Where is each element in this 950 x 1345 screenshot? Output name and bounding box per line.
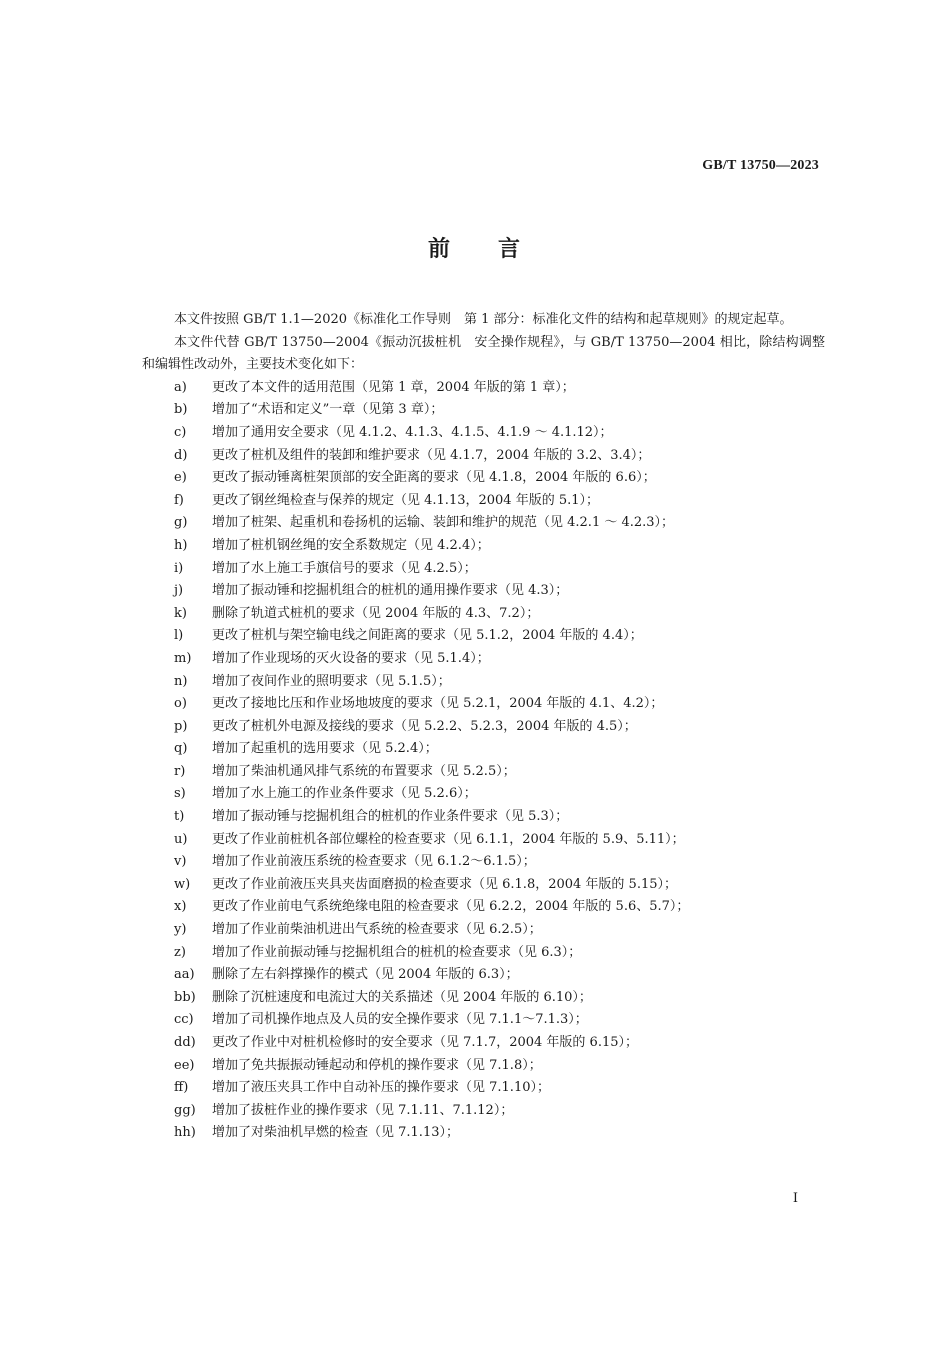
- list-item-label: i): [174, 560, 184, 576]
- list-item: [174, 874, 825, 897]
- list-item: [174, 964, 825, 987]
- list-item-text: 增加了“术语和定义”一章（见第 3 章）；: [212, 402, 444, 418]
- list-item-text: 增加了司机操作地点及人员的安全操作要求（见 7.1.1～7.1.3）；: [212, 1012, 588, 1028]
- list-item-label: u): [174, 831, 188, 847]
- list-item-text: 增加了水上施工手旗信号的要求（见 4.2.5）；: [212, 560, 477, 576]
- list-item: [174, 422, 825, 445]
- list-item-label: v): [174, 854, 187, 870]
- preface-body: [142, 309, 825, 1145]
- list-item: [174, 716, 825, 739]
- list-item: [174, 693, 825, 716]
- list-item: [174, 1077, 825, 1100]
- list-item: [174, 1032, 825, 1055]
- list-item-label: cc): [174, 1012, 194, 1028]
- list-item: [174, 829, 825, 852]
- list-item-label: s): [174, 786, 186, 802]
- list-item-text: 更改了接地比压和作业场地坡度的要求（见 5.2.1，2004 年版的 4.1、4.2）；: [212, 696, 664, 712]
- list-item: [174, 603, 825, 626]
- list-item-text: 增加了作业现场的灭火设备的要求（见 5.1.4）；: [212, 650, 490, 666]
- list-item-label: t): [174, 809, 185, 825]
- list-item: [174, 851, 825, 874]
- list-item-label: w): [174, 876, 191, 892]
- list-item-label: p): [174, 718, 188, 734]
- paragraph-replacement: 本文件代替 GB/T 13750—2004《振动沉拔桩机 安全操作规程》，与 GB/T 13750—2004 相比，除结构调整和编辑性改动外，主要技术变化如下：: [142, 334, 825, 373]
- list-item: [174, 738, 825, 761]
- list-item-label: o): [174, 696, 187, 712]
- list-item: [174, 648, 825, 671]
- list-item: [174, 377, 825, 400]
- list-item: [174, 896, 825, 919]
- list-item: [174, 806, 825, 829]
- page-number: I: [792, 1191, 798, 1206]
- list-item-text: 增加了拔桩作业的操作要求（见 7.1.11、7.1.12）；: [212, 1102, 514, 1118]
- list-item-text: 增加了桩机钢丝绳的安全系数规定（见 4.2.4）；: [212, 537, 490, 553]
- list-item: [174, 535, 825, 558]
- list-item: [174, 625, 825, 648]
- list-item: [174, 1055, 825, 1078]
- list-item-label: hh): [174, 1125, 196, 1141]
- list-item: [174, 783, 825, 806]
- list-item-label: a): [174, 379, 187, 395]
- list-item-label: ee): [174, 1057, 195, 1073]
- list-item-text: 更改了桩机及组件的装卸和维护要求（见 4.1.7，2004 年版的 3.2、3.4）；: [212, 447, 651, 463]
- list-item-label: r): [174, 763, 186, 779]
- list-item: [174, 1100, 825, 1123]
- list-item-text: 更改了本文件的适用范围（见第 1 章，2004 年版的第 1 章）；: [212, 379, 575, 395]
- list-item-text: 删除了沉桩速度和电流过大的关系描述（见 2004 年版的 6.10）；: [212, 989, 592, 1005]
- list-item-text: 增加了免共振振动锤起动和停机的操作要求（见 7.1.8）；: [212, 1057, 542, 1073]
- list-item: [174, 1009, 825, 1032]
- page-title: [0, 232, 950, 263]
- list-item-text: 更改了作业前电气系统绝缘电阻的检查要求（见 6.2.2，2004 年版的 5.6、5.7）；: [212, 899, 690, 915]
- list-item-text: 更改了桩机与架空输电线之间距离的要求（见 5.1.2，2004 年版的 4.4）；: [212, 628, 643, 644]
- list-item-text: 更改了作业前桩机各部位螺栓的检查要求（见 6.1.1，2004 年版的 5.9、5.11）；: [212, 831, 685, 847]
- list-item-text: 增加了桩架、起重机和卷扬机的运输、装卸和维护的规范（见 4.2.1 ～ 4.2.3）；: [212, 515, 675, 531]
- list-item-text: 增加了振动锤与挖掘机组合的桩机的作业条件要求（见 5.3）；: [212, 809, 569, 825]
- paragraph-drafting-rules: 本文件按照 GB/T 1.1—2020《标准化工作导则 第 1 部分：标准化文件的结构和起草规则》的规定起草。: [174, 312, 793, 327]
- list-item-text: 增加了柴油机通风排气系统的布置要求（见 5.2.5）；: [212, 763, 516, 779]
- list-item-label: ff): [174, 1080, 189, 1096]
- list-item: [174, 942, 825, 965]
- list-item-label: g): [174, 515, 188, 531]
- list-item: [174, 580, 825, 603]
- list-item-text: 增加了夜间作业的照明要求（见 5.1.5）；: [212, 673, 451, 689]
- list-item-label: gg): [174, 1102, 196, 1118]
- list-item-label: z): [174, 944, 186, 960]
- list-item-text: 增加了水上施工的作业条件要求（见 5.2.6）；: [212, 786, 477, 802]
- list-item-label: q): [174, 741, 188, 757]
- list-item-label: n): [174, 673, 188, 689]
- list-item-label: aa): [174, 967, 195, 983]
- list-item-label: f): [174, 492, 184, 508]
- list-item: [174, 490, 825, 513]
- list-item-label: k): [174, 605, 187, 621]
- list-item: [174, 761, 825, 784]
- list-item: [174, 399, 825, 422]
- list-item-text: 增加了作业前柴油机进出气系统的检查要求（见 6.2.5）；: [212, 922, 542, 938]
- list-item-label: h): [174, 537, 188, 553]
- title-char-1: 前: [427, 237, 452, 262]
- list-item-text: 更改了作业中对桩机检修时的安全要求（见 7.1.7，2004 年版的 6.15）；: [212, 1035, 639, 1050]
- list-item-text: 删除了左右斜撑操作的模式（见 2004 年版的 6.3）；: [212, 967, 519, 983]
- technical-changes-list: [142, 377, 825, 1145]
- list-item: [174, 1122, 825, 1145]
- document-code: GB/T 13750—2023: [702, 158, 819, 173]
- list-item: [174, 445, 825, 468]
- list-item-label: b): [174, 402, 188, 418]
- list-item-text: 增加了对柴油机早燃的检查（见 7.1.13）；: [212, 1125, 459, 1141]
- list-item: [174, 467, 825, 490]
- list-item-text: 删除了轨道式桩机的要求（见 2004 年版的 4.3、7.2）；: [212, 605, 540, 621]
- list-item-text: 更改了桩机外电源及接线的要求（见 5.2.2、5.2.3，2004 年版的 4.5）；: [212, 718, 637, 734]
- list-item: [174, 919, 825, 942]
- list-item-label: c): [174, 424, 187, 440]
- list-item-text: 增加了液压夹具工作中自动补压的操作要求（见 7.1.10）；: [212, 1080, 550, 1096]
- list-item-text: 增加了振动锤和挖掘机组合的桩机的通用操作要求（见 4.3）；: [212, 583, 569, 599]
- list-item-label: x): [174, 899, 187, 915]
- list-item-label: j): [174, 583, 184, 599]
- list-item: [174, 558, 825, 581]
- list-item-text: 增加了作业前液压系统的检查要求（见 6.1.2～6.1.5）；: [212, 854, 536, 870]
- list-item-label: bb): [174, 989, 196, 1005]
- list-item-text: 增加了作业前振动锤与挖掘机组合的桩机的检查要求（见 6.3）；: [212, 944, 582, 960]
- list-item-text: 更改了钢丝绳检查与保养的规定（见 4.1.13，2004 年版的 5.1）；: [212, 492, 600, 508]
- list-item: [174, 671, 825, 694]
- title-char-2: 言: [498, 237, 523, 262]
- list-item: [174, 987, 825, 1010]
- list-item-label: m): [174, 650, 192, 666]
- list-item-label: y): [174, 922, 187, 938]
- list-item-text: 增加了起重机的选用要求（见 5.2.4）；: [212, 741, 438, 757]
- list-item-text: 更改了振动锤离桩架顶部的安全距离的要求（见 4.1.8，2004 年版的 6.6）；: [212, 470, 656, 486]
- list-item-label: e): [174, 470, 187, 486]
- list-item-label: d): [174, 447, 188, 463]
- list-item-text: 增加了通用安全要求（见 4.1.2、4.1.3、4.1.5、4.1.9 ～ 4.1.12）；: [212, 424, 613, 440]
- list-item-text: 更改了作业前液压夹具夹齿面磨损的检查要求（见 6.1.8，2004 年版的 5.15）；: [212, 876, 678, 892]
- list-item-label: l): [174, 628, 184, 644]
- list-item: [174, 512, 825, 535]
- list-item-label: dd): [174, 1035, 196, 1050]
